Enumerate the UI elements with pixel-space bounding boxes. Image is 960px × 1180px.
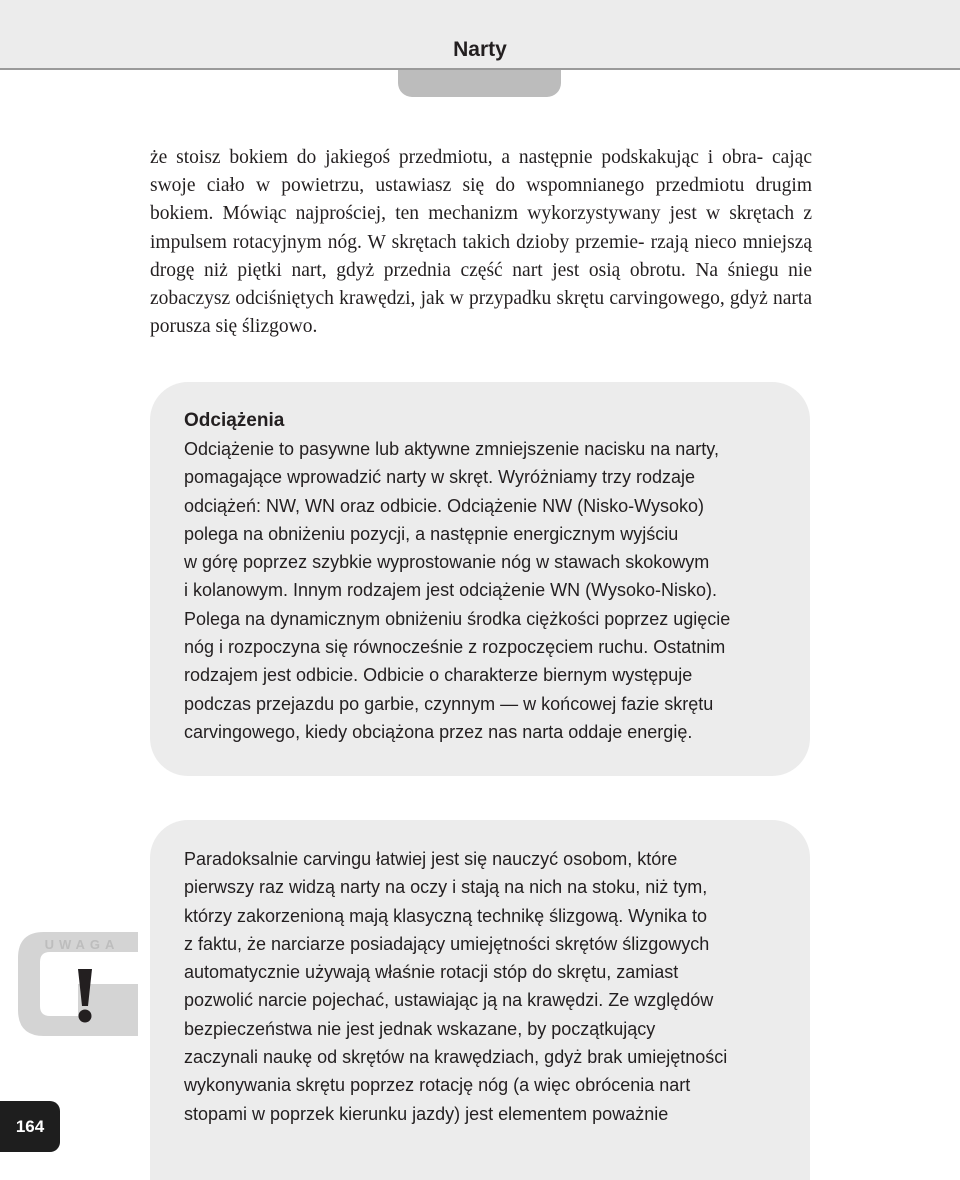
note-line: bezpieczeństwa nie jest jednak wskazane, by początkujący — [184, 1018, 656, 1039]
warning-exclamation-icon — [18, 932, 138, 1036]
paragraph-line: obrotu. Na śniegu nie zobaczysz odciśniętych krawędzi, jak w przypadku — [150, 259, 812, 310]
paragraph-line: cając swoje ciało w powietrzu, ustawiasz się do wspomnianego przedmiotu — [150, 147, 812, 197]
info-box-text — [184, 435, 784, 746]
note-line: z faktu, że narciarze posiadający umiejętności skrętów ślizgowych — [184, 933, 710, 954]
box-line: odciążeń: NW, WN oraz odbicie. Odciążenie NW (Nisko-Wysoko) — [184, 495, 704, 516]
note-line: pozwolić narcie pojechać, ustawiając ją na krawędzi. Ze względów — [184, 990, 714, 1011]
box-line: nóg i rozpoczyna się równocześnie z rozpoczęciem ruchu. Ostatnim — [184, 637, 726, 658]
info-box-title: Odciążenia — [184, 410, 285, 431]
paragraph-line: skrętu carvingowego, gdyż narta porusza się ślizgowo. — [150, 288, 813, 338]
box-line: Polega na dynamicznym obniżeniu środka ciężkości poprzez ugięcie — [184, 608, 731, 629]
header-tab — [398, 70, 561, 97]
note-box-text — [184, 845, 784, 1128]
box-line: pomagające wprowadzić narty w skręt. Wyróżniamy trzy rodzaje — [184, 467, 696, 488]
paragraph-line: że stoisz bokiem do jakiegoś przedmiotu, a następnie podskakując i obra- — [150, 147, 764, 168]
page-number: 164 — [15, 1116, 45, 1136]
paragraph-line: drugim bokiem. Mówiąc najprościej, ten mechanizm wykorzystywany jest — [150, 175, 812, 225]
box-line: polega na obniżeniu pozycji, a następnie energicznym wyjściu — [184, 523, 679, 544]
body-paragraph — [150, 144, 812, 341]
note-line: automatycznie używają właśnie rotacji stóp do skrętu, zamiast — [184, 962, 679, 983]
note-line: Paradoksalnie carvingu łatwiej jest się nauczyć osobom, które — [184, 849, 678, 869]
note-line: którzy zakorzenioną mają klasyczną technikę ślizgową. Wynika to — [184, 905, 708, 926]
note-line: stopami w poprzek kierunku jazdy) jest elementem poważnie — [184, 1103, 669, 1124]
note-line: pierwszy raz widzą narty na oczy i stają na nich na stoku, niż tym, — [184, 877, 708, 898]
page-title: Narty — [453, 38, 507, 61]
box-line: Odciążenie to pasywne lub aktywne zmniejszenie nacisku na narty, — [184, 439, 719, 459]
box-line: carvingowego, kiedy obciążona przez nas narta oddaje energię. — [184, 721, 693, 742]
paragraph-line: rzają nieco mniejszą drogę niż piętki nart, gdyż przednia część nart jest osią — [150, 231, 812, 281]
note-line: wykonywania skrętu poprzez rotację nóg (a więc obrócenia nart — [184, 1075, 691, 1096]
uwaga-label: UWAGA — [44, 937, 120, 952]
box-line: i kolanowym. Innym rodzajem jest odciążenie WN (Wysoko-Nisko). — [184, 580, 717, 601]
box-line: rodzajem jest odbicie. Odbicie o charakterze biernym występuje — [184, 665, 693, 686]
paragraph-line: w skrętach z impulsem rotacyjnym nóg. W skrętach takich dzioby przemie- — [150, 203, 813, 253]
box-line: podczas przejazdu po garbie, czynnym — w końcowej fazie skrętu — [184, 693, 714, 714]
box-line: w górę poprzez szybkie wyprostowanie nóg w stawach skokowym — [184, 552, 710, 573]
note-line: zaczynali naukę od skrętów na krawędziach, gdyż brak umiejętności — [184, 1047, 728, 1068]
